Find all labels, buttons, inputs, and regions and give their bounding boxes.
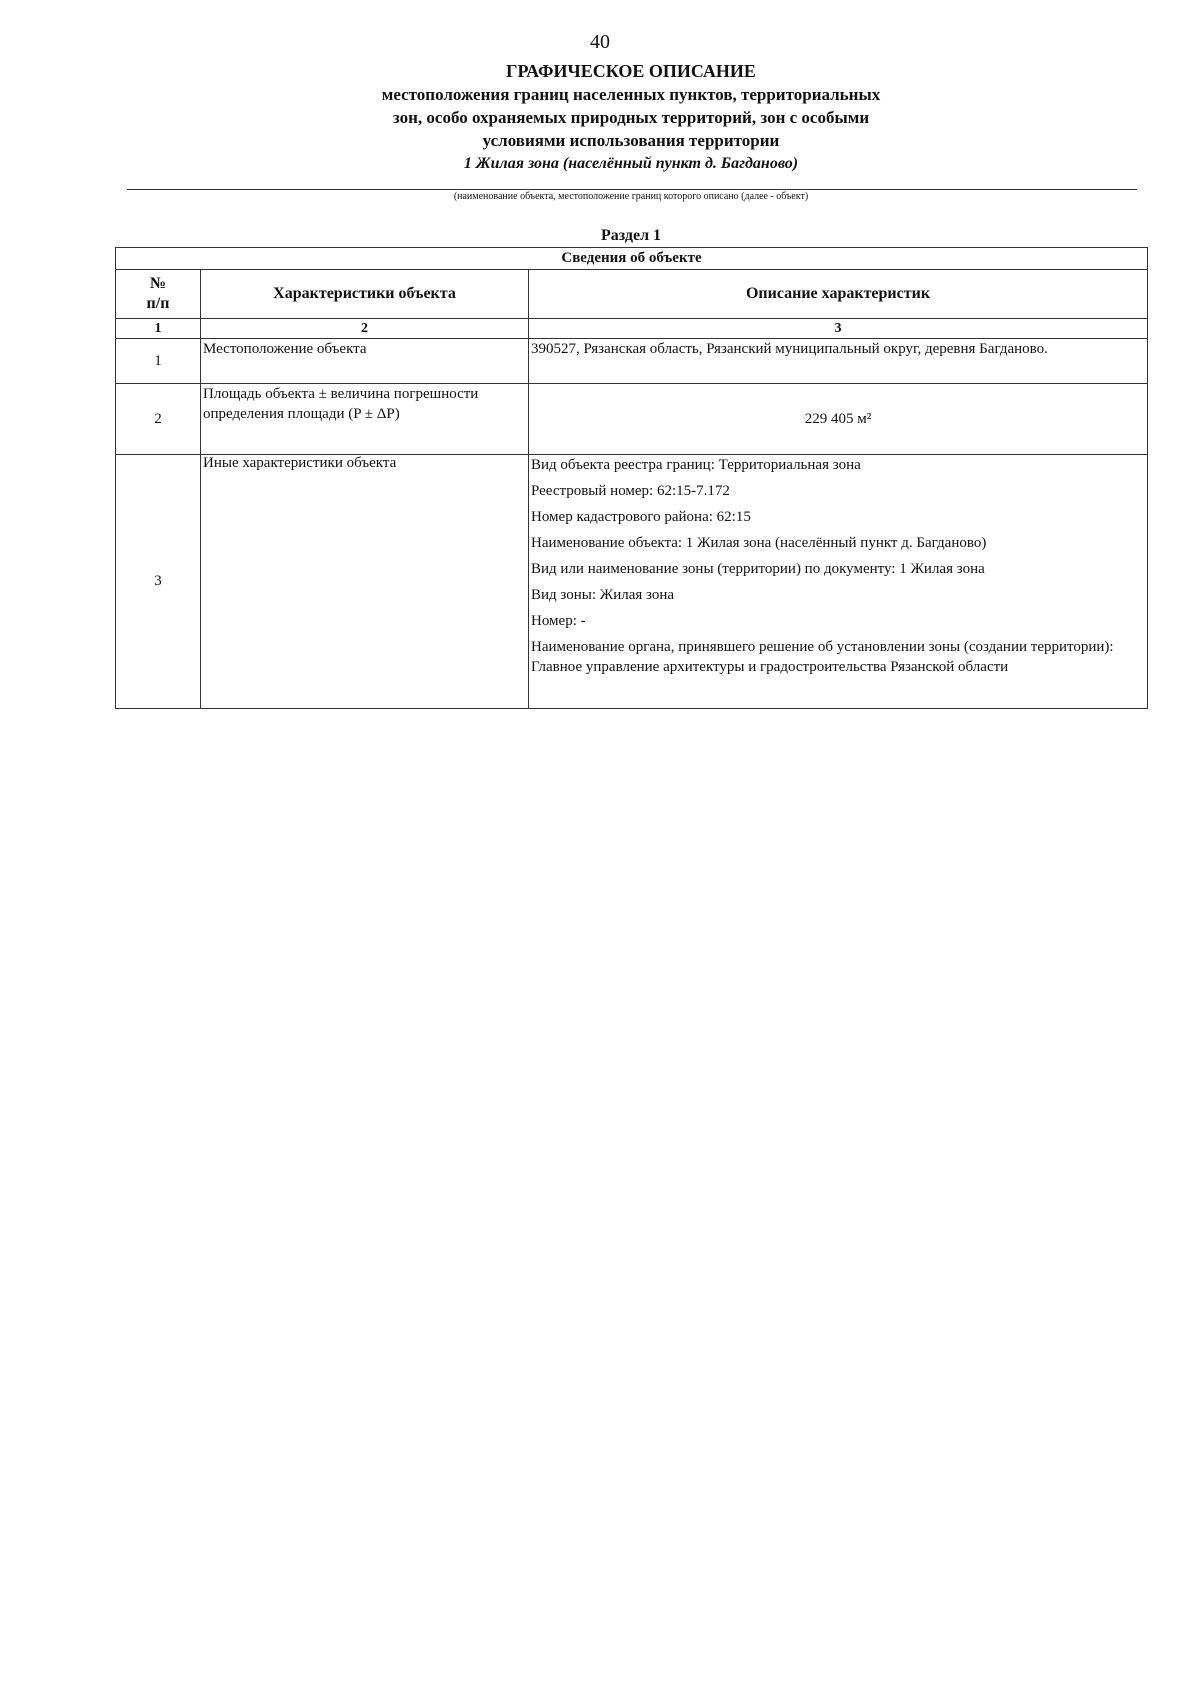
column-numbers-row <box>116 319 1148 339</box>
row-characteristic: Иные характеристики объекта <box>201 455 529 709</box>
row-description: 229 405 м² <box>529 384 1148 455</box>
description-line: Номер: - <box>531 613 586 629</box>
column-header-description: Описание характеристик <box>529 270 1148 319</box>
description-line: Вид зоны: Жилая зона <box>531 587 675 603</box>
table-caption: Сведения об объекте <box>116 248 1148 270</box>
document-title: ГРАФИЧЕСКОЕ ОПИСАНИЕ <box>506 61 756 81</box>
row-number: 1 <box>116 339 201 384</box>
row-characteristic: Площадь объекта ± величина погрешности определения площади (P ± ΔP) <box>201 384 529 455</box>
object-name: 1 Жилая зона (населённый пункт д. Багданово) <box>463 155 799 172</box>
description-line: Наименование органа, принявшего решение об установлении зоны (создании территории): Главное управление архитектуры и градостроительства Рязанской области <box>531 639 1114 675</box>
column-header-characteristic: Характеристики объекта <box>201 270 529 319</box>
page-number: 40 <box>590 31 610 53</box>
description-line: Вид или наименование зоны (территории) по документу: 1 Жилая зона <box>531 561 985 577</box>
object-name-underline <box>127 189 1137 190</box>
table-row <box>116 455 1148 709</box>
table-row <box>116 339 1148 384</box>
description-line: Номер кадастрового района: 62:15 <box>531 509 751 525</box>
column-number: 3 <box>529 319 1148 339</box>
row-description: 390527, Рязанская область, Рязанский муниципальный округ, деревня Багданово. <box>529 339 1148 384</box>
subtitle-line-1: местоположения границ населенных пунктов, территориальных <box>381 85 881 104</box>
row-number: 2 <box>116 384 201 455</box>
subtitle-line-3: условиями использования территории <box>482 131 780 150</box>
object-name-caption: (наименование объекта, местоположение границ которого описано (далее - объект) <box>453 191 809 202</box>
document-header <box>116 60 1146 175</box>
table-caption-row <box>116 248 1148 270</box>
subtitle-line-2: зон, особо охраняемых природных территорий, зон с особыми <box>392 108 870 127</box>
table-header-row <box>116 270 1148 319</box>
column-number: 1 <box>116 319 201 339</box>
table-row <box>116 384 1148 455</box>
description-line: Вид объекта реестра границ: Территориальная зона <box>531 457 861 473</box>
row-number: 3 <box>116 455 201 709</box>
section-title: Раздел 1 <box>600 227 662 244</box>
column-header-num: № п/п <box>116 270 201 319</box>
description-line: Реестровый номер: 62:15-7.172 <box>531 483 730 499</box>
description-line: Наименование объекта: 1 Жилая зона (населённый пункт д. Багданово) <box>531 535 987 551</box>
row-description <box>529 455 1148 709</box>
object-info-table <box>115 247 1148 709</box>
row-characteristic: Местоположение объекта <box>201 339 529 384</box>
column-number: 2 <box>201 319 529 339</box>
